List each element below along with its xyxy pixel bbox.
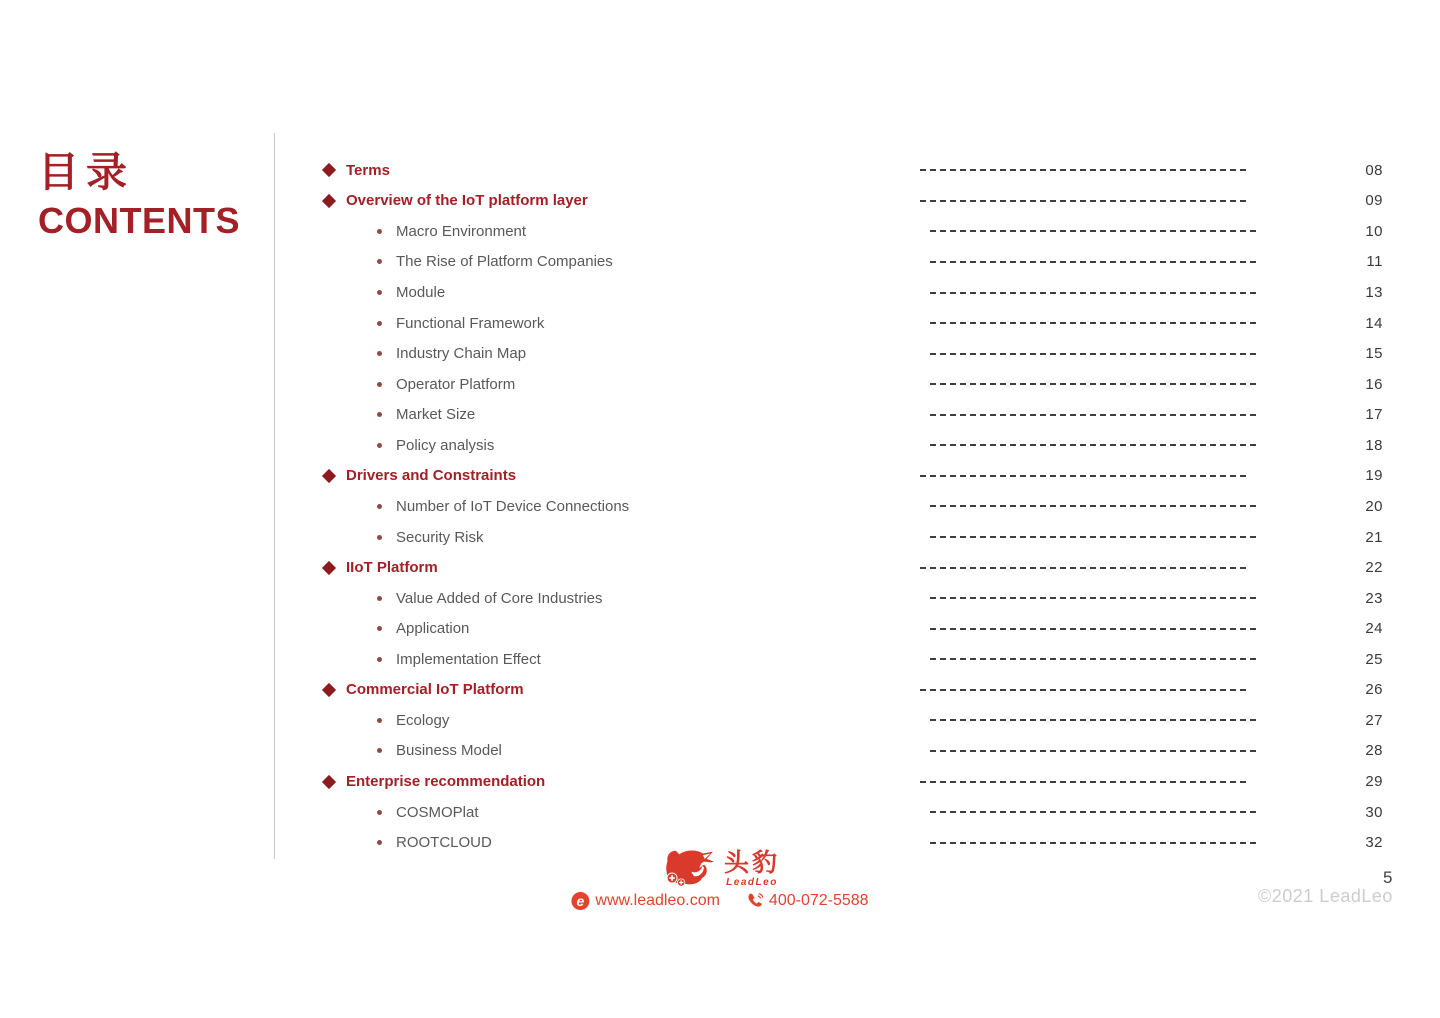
contents-title-en: CONTENTS: [38, 200, 240, 242]
toc-entry-label[interactable]: Industry Chain Map: [396, 345, 527, 363]
toc-entry-label[interactable]: Security Risk: [396, 528, 484, 546]
toc-sub-row[interactable]: [322, 247, 1383, 278]
leadleo-leopard-icon: [660, 848, 716, 888]
dashed-leader: [930, 322, 1257, 324]
toc-label-cell: [322, 467, 920, 484]
toc-sub-row[interactable]: [322, 797, 1383, 828]
toc-entry-page: 15: [1365, 345, 1383, 363]
dashed-leader: [930, 842, 1257, 844]
toc-entry-page: 32: [1365, 834, 1383, 852]
diamond-bullet-icon: [322, 561, 336, 575]
toc-label-cell: [322, 559, 920, 576]
toc-entry-page: 26: [1365, 681, 1383, 699]
toc-sub-row[interactable]: [322, 308, 1383, 339]
dashed-leader: [930, 505, 1257, 507]
toc-entry-label[interactable]: Business Model: [396, 742, 502, 760]
toc-entry-label[interactable]: Value Added of Core Industries: [396, 589, 603, 607]
dashed-leader: [920, 475, 1247, 477]
dot-bullet-icon: [377, 657, 382, 662]
leadleo-logo-text: [724, 851, 780, 888]
toc-label-cell: [322, 223, 930, 240]
contents-title: [38, 150, 240, 241]
toc-entry-page: 10: [1365, 222, 1383, 240]
toc-label-cell: [322, 315, 930, 332]
toc-label-cell: [322, 253, 930, 270]
toc-entry-page: 20: [1365, 497, 1383, 515]
slide-page-number: 5: [1383, 868, 1393, 887]
toc-sub-row[interactable]: [322, 491, 1383, 522]
dot-bullet-icon: [377, 626, 382, 631]
dashed-leader: [930, 383, 1257, 385]
toc-label-cell: [322, 773, 920, 790]
dashed-leader: [930, 658, 1257, 660]
dot-bullet-icon: [377, 321, 382, 326]
dashed-leader: [930, 597, 1257, 599]
toc-label-cell: [322, 345, 930, 362]
toc-label-cell: [322, 742, 930, 759]
dashed-leader: [930, 628, 1257, 630]
dot-bullet-icon: [377, 748, 382, 753]
copyright-watermark: ©2021 LeadLeo: [1258, 886, 1393, 906]
dot-bullet-icon: [377, 259, 382, 264]
footer: [571, 848, 868, 910]
toc-entry-label[interactable]: Market Size: [396, 406, 476, 424]
toc-entry-page: 28: [1365, 742, 1383, 760]
dot-bullet-icon: [377, 412, 382, 417]
toc-label-cell: [322, 284, 930, 301]
dashed-leader: [920, 781, 1247, 783]
toc-entry-label[interactable]: Commercial IoT Platform: [346, 681, 524, 699]
dashed-leader: [920, 200, 1247, 202]
vertical-divider: [274, 133, 275, 859]
phone-receiver-icon: [746, 893, 763, 910]
toc-sub-row[interactable]: [322, 644, 1383, 675]
diamond-bullet-icon: [322, 163, 336, 177]
dot-bullet-icon: [377, 351, 382, 356]
logo-zh-label: 头豹: [723, 849, 781, 877]
dot-bullet-icon: [377, 504, 382, 509]
toc-list: [322, 155, 1383, 858]
contents-title-zh: 目录: [38, 149, 134, 195]
toc-entry-page: 22: [1365, 559, 1383, 577]
toc-sub-row[interactable]: [322, 705, 1383, 736]
dashed-leader: [920, 689, 1247, 691]
toc-entry-page: 14: [1365, 314, 1383, 332]
toc-label-cell: [322, 651, 930, 668]
toc-entry-label[interactable]: IIoT Platform: [346, 559, 438, 577]
toc-entry-label[interactable]: Functional Framework: [396, 314, 545, 332]
toc-entry-label[interactable]: Application: [396, 620, 470, 638]
toc-sub-row[interactable]: [322, 522, 1383, 553]
toc-entry-page: 19: [1365, 467, 1383, 485]
toc-entry-page: 30: [1365, 803, 1383, 821]
diamond-bullet-icon: [322, 683, 336, 697]
dashed-leader: [930, 750, 1257, 752]
toc-section-row[interactable]: [322, 155, 1383, 186]
dot-bullet-icon: [377, 810, 382, 815]
toc-entry-label[interactable]: Macro Environment: [396, 222, 527, 240]
website-url[interactable]: www.leadleo.com: [595, 892, 720, 909]
logo-en-label: LeadLeo: [726, 877, 778, 888]
diamond-bullet-icon: [322, 774, 336, 788]
toc-entry-page: 27: [1365, 711, 1383, 729]
browser-e-icon: e: [571, 892, 589, 910]
toc-entry-page: 08: [1365, 161, 1383, 179]
toc-label-cell: [322, 712, 930, 729]
toc-entry-label[interactable]: Drivers and Constraints: [346, 467, 517, 485]
dot-bullet-icon: [377, 718, 382, 723]
toc-sub-row[interactable]: [322, 430, 1383, 461]
dot-bullet-icon: [377, 443, 382, 448]
toc-entry-label[interactable]: Terms: [346, 161, 390, 179]
dot-bullet-icon: [377, 290, 382, 295]
phone-contact[interactable]: [746, 892, 869, 910]
dashed-leader: [930, 353, 1257, 355]
toc-entry-label[interactable]: Ecology: [396, 711, 450, 729]
phone-number[interactable]: 400-072-5588: [768, 892, 869, 909]
toc-sub-row[interactable]: [322, 338, 1383, 369]
dashed-leader: [930, 261, 1257, 263]
toc-section-row[interactable]: [322, 675, 1383, 706]
toc-entry-label[interactable]: Policy analysis: [396, 436, 495, 454]
toc-entry-label[interactable]: Number of IoT Device Connections: [396, 497, 630, 515]
toc-entry-page: 25: [1365, 650, 1383, 668]
dashed-leader: [920, 169, 1247, 171]
toc-entry-page: 11: [1366, 253, 1383, 271]
dot-bullet-icon: [377, 382, 382, 387]
toc-entry-page: 16: [1365, 375, 1383, 393]
toc-sub-row[interactable]: [322, 613, 1383, 644]
toc-entry-page: 13: [1365, 284, 1383, 302]
toc-entry-page: 18: [1365, 436, 1383, 454]
toc-label-cell: [322, 192, 920, 209]
toc-entry-page: 24: [1365, 620, 1383, 638]
toc-label-cell: [322, 162, 920, 179]
toc-entry-label[interactable]: Implementation Effect: [396, 650, 541, 668]
toc-entry-page: 17: [1365, 406, 1383, 424]
toc-entry-page: 09: [1365, 192, 1383, 210]
toc-label-cell: [322, 681, 920, 698]
toc-entry-label[interactable]: Overview of the IoT platform layer: [346, 192, 588, 210]
website-contact[interactable]: [571, 892, 720, 910]
toc-entry-label[interactable]: Module: [396, 284, 446, 302]
toc-section-row[interactable]: [322, 461, 1383, 492]
toc-entry-label[interactable]: Operator Platform: [396, 375, 516, 393]
toc-label-cell: [322, 804, 930, 821]
toc-label-cell: [322, 376, 930, 393]
dashed-leader: [930, 230, 1257, 232]
dashed-leader: [930, 414, 1257, 416]
toc-sub-row[interactable]: [322, 216, 1383, 247]
dot-bullet-icon: [377, 840, 382, 845]
toc-label-cell: [322, 406, 930, 423]
dot-bullet-icon: [377, 535, 382, 540]
toc-entry-label[interactable]: The Rise of Platform Companies: [396, 253, 613, 271]
dot-bullet-icon: [377, 596, 382, 601]
diamond-bullet-icon: [322, 469, 336, 483]
toc-sub-row[interactable]: [322, 583, 1383, 614]
toc-entry-page: 29: [1365, 773, 1383, 791]
toc-label-cell: [322, 437, 930, 454]
toc-section-row[interactable]: [322, 552, 1383, 583]
toc-label-cell: [322, 498, 930, 515]
toc-section-row[interactable]: [322, 766, 1383, 797]
toc-sub-row[interactable]: [322, 277, 1383, 308]
toc-section-row[interactable]: [322, 186, 1383, 217]
toc-label-cell: [322, 620, 930, 637]
dashed-leader: [930, 719, 1257, 721]
toc-label-cell: [322, 529, 930, 546]
dashed-leader: [930, 292, 1257, 294]
toc-entry-label[interactable]: ROOTCLOUD: [396, 834, 492, 852]
toc-sub-row[interactable]: [322, 400, 1383, 431]
diamond-bullet-icon: [322, 194, 336, 208]
toc-entry-page: 21: [1365, 528, 1383, 546]
toc-entry-label[interactable]: COSMOPlat: [396, 803, 479, 821]
dashed-leader: [930, 811, 1257, 813]
footer-contacts: [571, 892, 868, 910]
toc-entry-label[interactable]: Enterprise recommendation: [346, 773, 546, 791]
toc-label-cell: [322, 590, 930, 607]
dot-bullet-icon: [377, 229, 382, 234]
leadleo-logo: [571, 848, 868, 888]
toc-sub-row[interactable]: [322, 736, 1383, 767]
toc-entry-page: 23: [1365, 589, 1383, 607]
dashed-leader: [930, 536, 1257, 538]
dashed-leader: [920, 567, 1247, 569]
dashed-leader: [930, 444, 1257, 446]
toc-sub-row[interactable]: [322, 369, 1383, 400]
